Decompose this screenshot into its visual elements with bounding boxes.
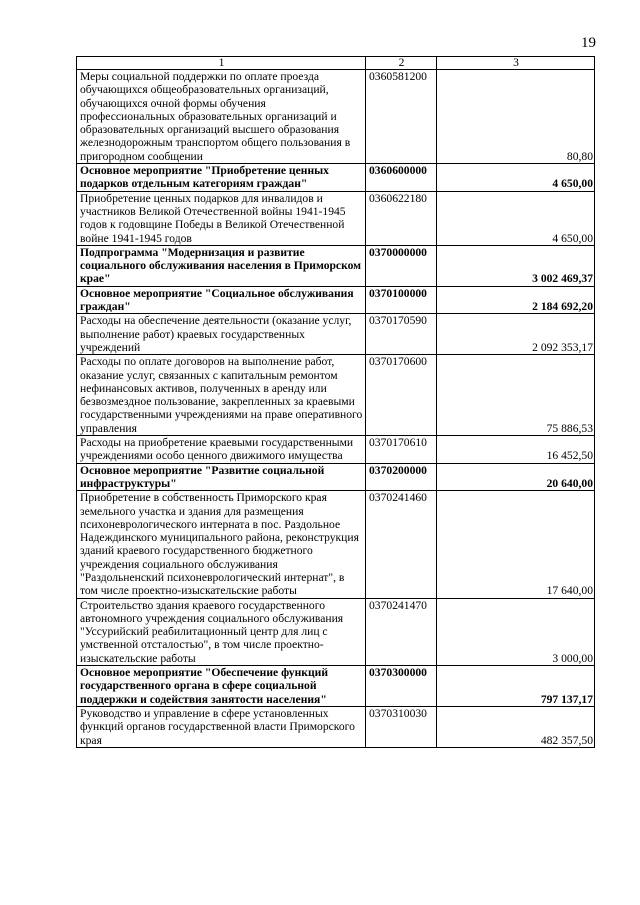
row-code-cell: 0360622180 [366, 191, 437, 245]
table-row [77, 286, 595, 314]
row-description-cell: Строительство здания краевого государственного автономного учреждения социального обслуживания "Уссурийский реабилитационный центр для лиц с умственной отсталостью", в том числе проектно-изыскательские работы [77, 598, 366, 665]
row-amount-cell: 4 650,00 [437, 164, 595, 192]
table-body [77, 57, 595, 748]
row-amount-cell: 17 640,00 [437, 491, 595, 598]
row-description-cell: Расходы на приобретение краевыми государственными учреждениями особо ценного движимого имущества [77, 436, 366, 464]
row-amount-cell: 3 000,00 [437, 598, 595, 665]
header-cell-amount: 3 [437, 57, 595, 70]
row-amount-cell: 797 137,17 [437, 666, 595, 707]
row-amount-cell: 20 640,00 [437, 463, 595, 491]
row-code-cell: 0360600000 [366, 164, 437, 192]
table-row [77, 245, 595, 286]
row-amount-cell: 75 886,53 [437, 355, 595, 436]
row-description-cell: Приобретение ценных подарков для инвалидов и участников Великой Отечественной войны 1941-1945 годов к годовщине Победы в Великой Отечественной войне 1941-1945 годов [77, 191, 366, 245]
row-code-cell: 0370100000 [366, 286, 437, 314]
row-description-cell: Основное мероприятие "Развитие социальной инфраструктуры" [77, 463, 366, 491]
row-code-cell: 0370170600 [366, 355, 437, 436]
row-code-cell: 0370300000 [366, 666, 437, 707]
row-amount-cell: 2 092 353,17 [437, 314, 595, 355]
table-row [77, 436, 595, 464]
row-code-cell: 0370241460 [366, 491, 437, 598]
table-row [77, 491, 595, 598]
row-amount-cell: 2 184 692,20 [437, 286, 595, 314]
row-description-cell: Расходы по оплате договоров на выполнение работ, оказание услуг, связанных с капитальным ремонтом нефинансовых активов, полученных в аренду или безвозмездное пользование, закрепленных за краевыми государственными учреждениями на праве оперативного управления [77, 355, 366, 436]
row-code-cell: 0370170610 [366, 436, 437, 464]
table-row [77, 598, 595, 665]
row-code-cell: 0370241470 [366, 598, 437, 665]
row-amount-cell: 4 650,00 [437, 191, 595, 245]
row-description-cell: Основное мероприятие "Социальное обслуживания граждан" [77, 286, 366, 314]
row-amount-cell: 482 357,50 [437, 706, 595, 747]
row-code-cell: 0370000000 [366, 245, 437, 286]
table-row [77, 463, 595, 491]
row-description-cell: Подпрограмма "Модернизация и развитие социального обслуживания населения в Приморском крае" [77, 245, 366, 286]
row-amount-cell: 80,80 [437, 70, 595, 164]
row-description-cell: Основное мероприятие "Обеспечение функций государственного органа в сфере социальной поддержки и содействия занятости населения" [77, 666, 366, 707]
table-row [77, 314, 595, 355]
row-description-cell: Меры социальной поддержки по оплате проезда обучающихся общеобразовательных организаций, обучающихся очной формы обучения профессиональных образовательных организаций и образовательных организаций высшего образования железнодорожным транспортом общего пользования в пригородном сообщении [77, 70, 366, 164]
budget-table [76, 56, 595, 748]
header-cell-code: 2 [366, 57, 437, 70]
row-description-cell: Основное мероприятие "Приобретение ценных подарков отдельным категориям граждан" [77, 164, 366, 192]
row-amount-cell: 16 452,50 [437, 436, 595, 464]
row-description-cell: Расходы на обеспечение деятельности (оказание услуг, выполнение работ) краевых государственных учреждений [77, 314, 366, 355]
table-row [77, 355, 595, 436]
header-cell-description: 1 [77, 57, 366, 70]
table-row [77, 666, 595, 707]
table-row [77, 70, 595, 164]
table-row [77, 706, 595, 747]
page-number: 19 [581, 35, 596, 51]
row-code-cell: 0370200000 [366, 463, 437, 491]
row-code-cell: 0370310030 [366, 706, 437, 747]
table-row [77, 164, 595, 192]
row-code-cell: 0370170590 [366, 314, 437, 355]
row-amount-cell: 3 002 469,37 [437, 245, 595, 286]
row-code-cell: 0360581200 [366, 70, 437, 164]
row-description-cell: Приобретение в собственность Приморского края земельного участка и здания для размещения психоневрологического интерната в пос. Раздольное Надеждинского муниципального района, реконструкция зданий краевого государственного бюджетного учреждения социального обслуживания "Раздольненский психоневрологический интернат", в том числе проектно-изыскательские работы [77, 491, 366, 598]
table-header-row [77, 57, 595, 70]
table-row [77, 191, 595, 245]
row-description-cell: Руководство и управление в сфере установленных функций органов государственной власти Приморского края [77, 706, 366, 747]
